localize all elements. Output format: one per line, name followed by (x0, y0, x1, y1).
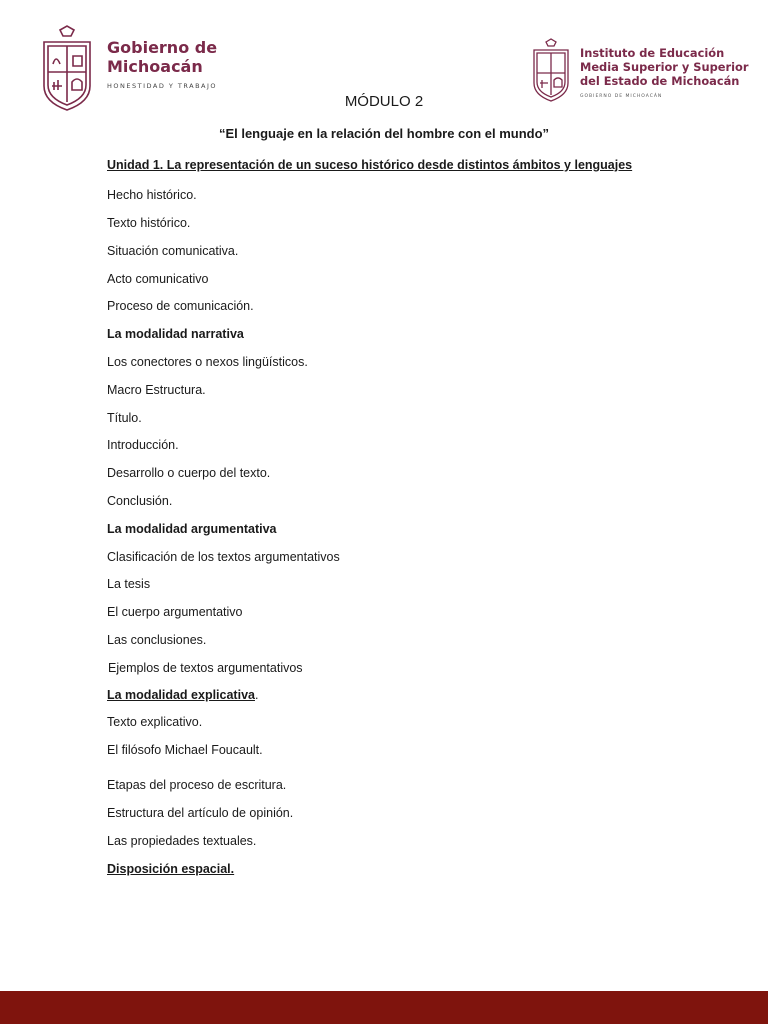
section-heading-argumentativa: La modalidad argumentativa (107, 522, 277, 536)
topic-item: Conclusión. (107, 494, 173, 508)
topic-item: Los conectores o nexos lingüísticos. (107, 355, 308, 369)
section-heading-explicativa (107, 687, 258, 703)
explicativa-suffix: . (254, 688, 259, 702)
section-heading-disposicion: Disposición espacial. (107, 862, 235, 876)
topic-item: Las propiedades textuales. (107, 834, 257, 848)
gov-motto: HONESTIDAD Y TRABAJO (107, 82, 218, 90)
topic-item: Situación comunicativa. (107, 244, 239, 258)
topic-item: Hecho histórico. (107, 188, 197, 202)
topic-item: Introducción. (107, 438, 179, 452)
module-title: MÓDULO 2 (344, 93, 424, 110)
topic-item: Clasificación de los textos argumentativos (107, 550, 340, 564)
explicativa-label: La modalidad explicativa (107, 688, 255, 702)
topic-item: El filósofo Michael Foucault. (107, 743, 263, 757)
topic-item: Texto explicativo. (107, 715, 203, 729)
topic-item: Ejemplos de textos argumentativos (108, 661, 303, 675)
module-subtitle: “El lenguaje en la relación del hombre con el mundo” (218, 126, 550, 141)
topic-item: Proceso de comunicación. (107, 299, 254, 313)
institute-subtitle: GOBIERNO DE MICHOACÁN (580, 94, 663, 99)
footer-bar (0, 991, 768, 1024)
unit-heading: Unidad 1. La representación de un suceso histórico desde distintos ámbitos y lenguajes (107, 158, 633, 172)
topic-item: Texto histórico. (107, 216, 191, 230)
institute-title: Instituto de Educación Media Superior y Superior del Estado de Michoacán (580, 46, 749, 88)
topic-item: Título. (107, 411, 142, 425)
gov-title: Gobierno de Michoacán (107, 38, 218, 76)
topic-item: El cuerpo argumentativo (107, 605, 243, 619)
topic-item: Estructura del artículo de opinión. (107, 806, 294, 820)
topic-item: Las conclusiones. (107, 633, 207, 647)
topic-item: Macro Estructura. (107, 383, 206, 397)
section-heading-narrativa: La modalidad narrativa (107, 327, 244, 341)
topic-item: Etapas del proceso de escritura. (107, 778, 287, 792)
topic-item: Acto comunicativo (107, 272, 209, 286)
topic-item: La tesis (107, 577, 151, 591)
topic-item: Desarrollo o cuerpo del texto. (107, 466, 271, 480)
